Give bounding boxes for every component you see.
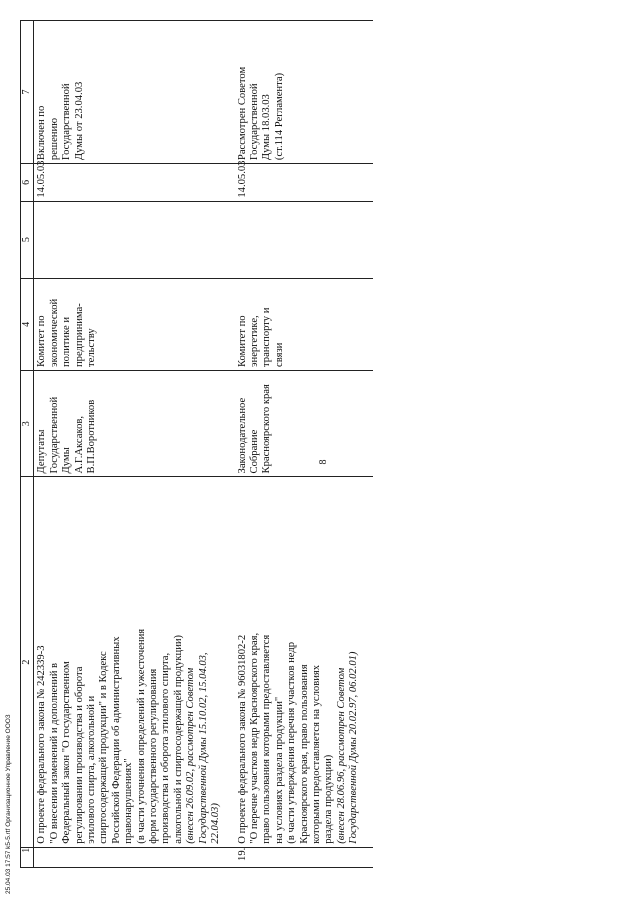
bill-title-cell bbox=[235, 477, 373, 847]
subject-line: А.Г.Аксаков, bbox=[73, 415, 85, 474]
column-number-7: 7 bbox=[21, 21, 34, 164]
status-line: Рассмотрен Советом bbox=[236, 66, 248, 161]
bill-title-line: "О внесении изменений и дополнений в bbox=[48, 662, 60, 844]
committee-line: политике и bbox=[61, 317, 73, 367]
subject-line: Депутаты bbox=[36, 429, 48, 474]
committee-line: предпринима- bbox=[73, 303, 85, 367]
status-line: решению bbox=[48, 117, 60, 161]
bills-table bbox=[20, 20, 373, 868]
committee-line: энергетике, bbox=[248, 315, 260, 367]
bill-title-line: Красноярского края, право пользования bbox=[298, 664, 310, 844]
bill-title-line: регулировании производства и оборота bbox=[73, 666, 85, 844]
date-value: 14.05.03 bbox=[236, 160, 248, 198]
table-row bbox=[34, 21, 235, 868]
status-line: (ст.114 Регламента) bbox=[273, 72, 285, 161]
column-number-2: 2 bbox=[21, 477, 34, 847]
table-body bbox=[34, 21, 373, 868]
subject-line: Красноярского края bbox=[261, 384, 273, 474]
column-number-6: 6 bbox=[21, 164, 34, 202]
column-number-3: 3 bbox=[21, 370, 34, 477]
status-cell bbox=[34, 21, 235, 164]
bill-title-line: О проекте федерального закона № 96031802-2 bbox=[236, 634, 248, 844]
bill-title-line: на условиях раздела продукции" bbox=[273, 696, 285, 844]
bill-title-line: Российской Федерации об административных bbox=[110, 636, 122, 844]
bill-note-line: (внесен 26.09.02, рассмотрен Советом bbox=[185, 667, 197, 844]
row-number-cell bbox=[235, 847, 373, 867]
bill-title-line: Федеральный закон "О государственном bbox=[61, 661, 73, 844]
status-line: Государственной bbox=[61, 83, 73, 161]
subject-line: Государственной bbox=[48, 396, 60, 474]
bill-title-line: которыми предоставляется на условиях bbox=[310, 664, 322, 844]
committee-cell bbox=[235, 278, 373, 370]
bill-title-cell bbox=[34, 477, 235, 847]
bill-title-line: производства и оборота этилового спирта, bbox=[160, 652, 172, 844]
bills-table-rotated bbox=[20, 20, 466, 868]
bill-title-line: правонарушениях" bbox=[123, 758, 135, 844]
bill-title-line: спиртосодержащей продукции" и в Кодекс bbox=[98, 651, 110, 844]
table-row bbox=[235, 21, 373, 868]
column-number-row bbox=[21, 21, 34, 868]
footer-stamp: 25.04.03 17:57 k5-5.rtf Организационное Управление ООО3 bbox=[5, 714, 12, 894]
committee-line: Комитет по bbox=[36, 315, 48, 367]
status-line: Включен по bbox=[36, 105, 48, 161]
bill-title-line: "О перечне участков недр Красноярского края, bbox=[248, 632, 260, 844]
bill-title-line: этилового спирта, алкогольной и bbox=[86, 695, 98, 844]
status-cell bbox=[235, 21, 373, 164]
bill-title-line: форм государственного регулирования bbox=[148, 668, 160, 844]
bill-note-line: (внесен 28.06.96, рассмотрен Советом bbox=[335, 667, 347, 844]
status-line: Думы 18.03.03 bbox=[261, 94, 273, 161]
subject-line: В.П.Воротников bbox=[86, 399, 98, 474]
bill-note-line: 22.04.03) bbox=[210, 803, 222, 844]
committee-cell bbox=[34, 278, 235, 370]
bill-title-line: право пользования которыми предоставляется bbox=[261, 634, 273, 844]
column-number-4: 4 bbox=[21, 278, 34, 370]
subject-line: Думы bbox=[61, 447, 73, 474]
bill-title-line: (в части уточнения определений и ужесточения bbox=[135, 628, 147, 844]
row-number-cell bbox=[34, 847, 235, 867]
column-number-5: 5 bbox=[21, 201, 34, 278]
bill-title-line: (в части утверждения перечня участков недр bbox=[286, 641, 298, 844]
committee-line: экономической bbox=[48, 298, 60, 367]
page-number: 8 bbox=[318, 459, 329, 465]
subject-cell bbox=[235, 370, 373, 477]
committee-line: тельству bbox=[86, 328, 98, 367]
bill-note-line: Государственной Думы 20.02.97, 06.02.01) bbox=[348, 651, 360, 844]
bill-note-line: Государственной Думы 15.10.02, 15.04.03, bbox=[197, 652, 209, 844]
committee-line: Комитет по bbox=[236, 315, 248, 367]
column-5-cell bbox=[235, 201, 373, 278]
subject-line: Собрание bbox=[248, 429, 260, 474]
column-number-1: 1 bbox=[21, 847, 34, 867]
status-line: Думы от 23.04.03 bbox=[73, 81, 85, 161]
column-5-cell bbox=[34, 201, 235, 278]
status-line: Государственной bbox=[248, 83, 260, 161]
committee-line: транспорту и bbox=[261, 307, 273, 367]
bill-title-line: алкогольной и спиртосодержащей продукции) bbox=[172, 634, 184, 844]
date-cell bbox=[235, 160, 373, 202]
subject-line: Законодательное bbox=[236, 397, 248, 474]
subject-cell bbox=[34, 370, 235, 477]
bill-title-line: О проекте федерального закона № 242339-3 bbox=[36, 645, 48, 844]
bill-title-line: раздела продукции) bbox=[323, 754, 335, 844]
date-value: 14.05.03 bbox=[36, 160, 48, 198]
date-cell bbox=[34, 160, 235, 202]
row-number: 19. bbox=[236, 847, 248, 861]
committee-line: связи bbox=[273, 342, 285, 367]
